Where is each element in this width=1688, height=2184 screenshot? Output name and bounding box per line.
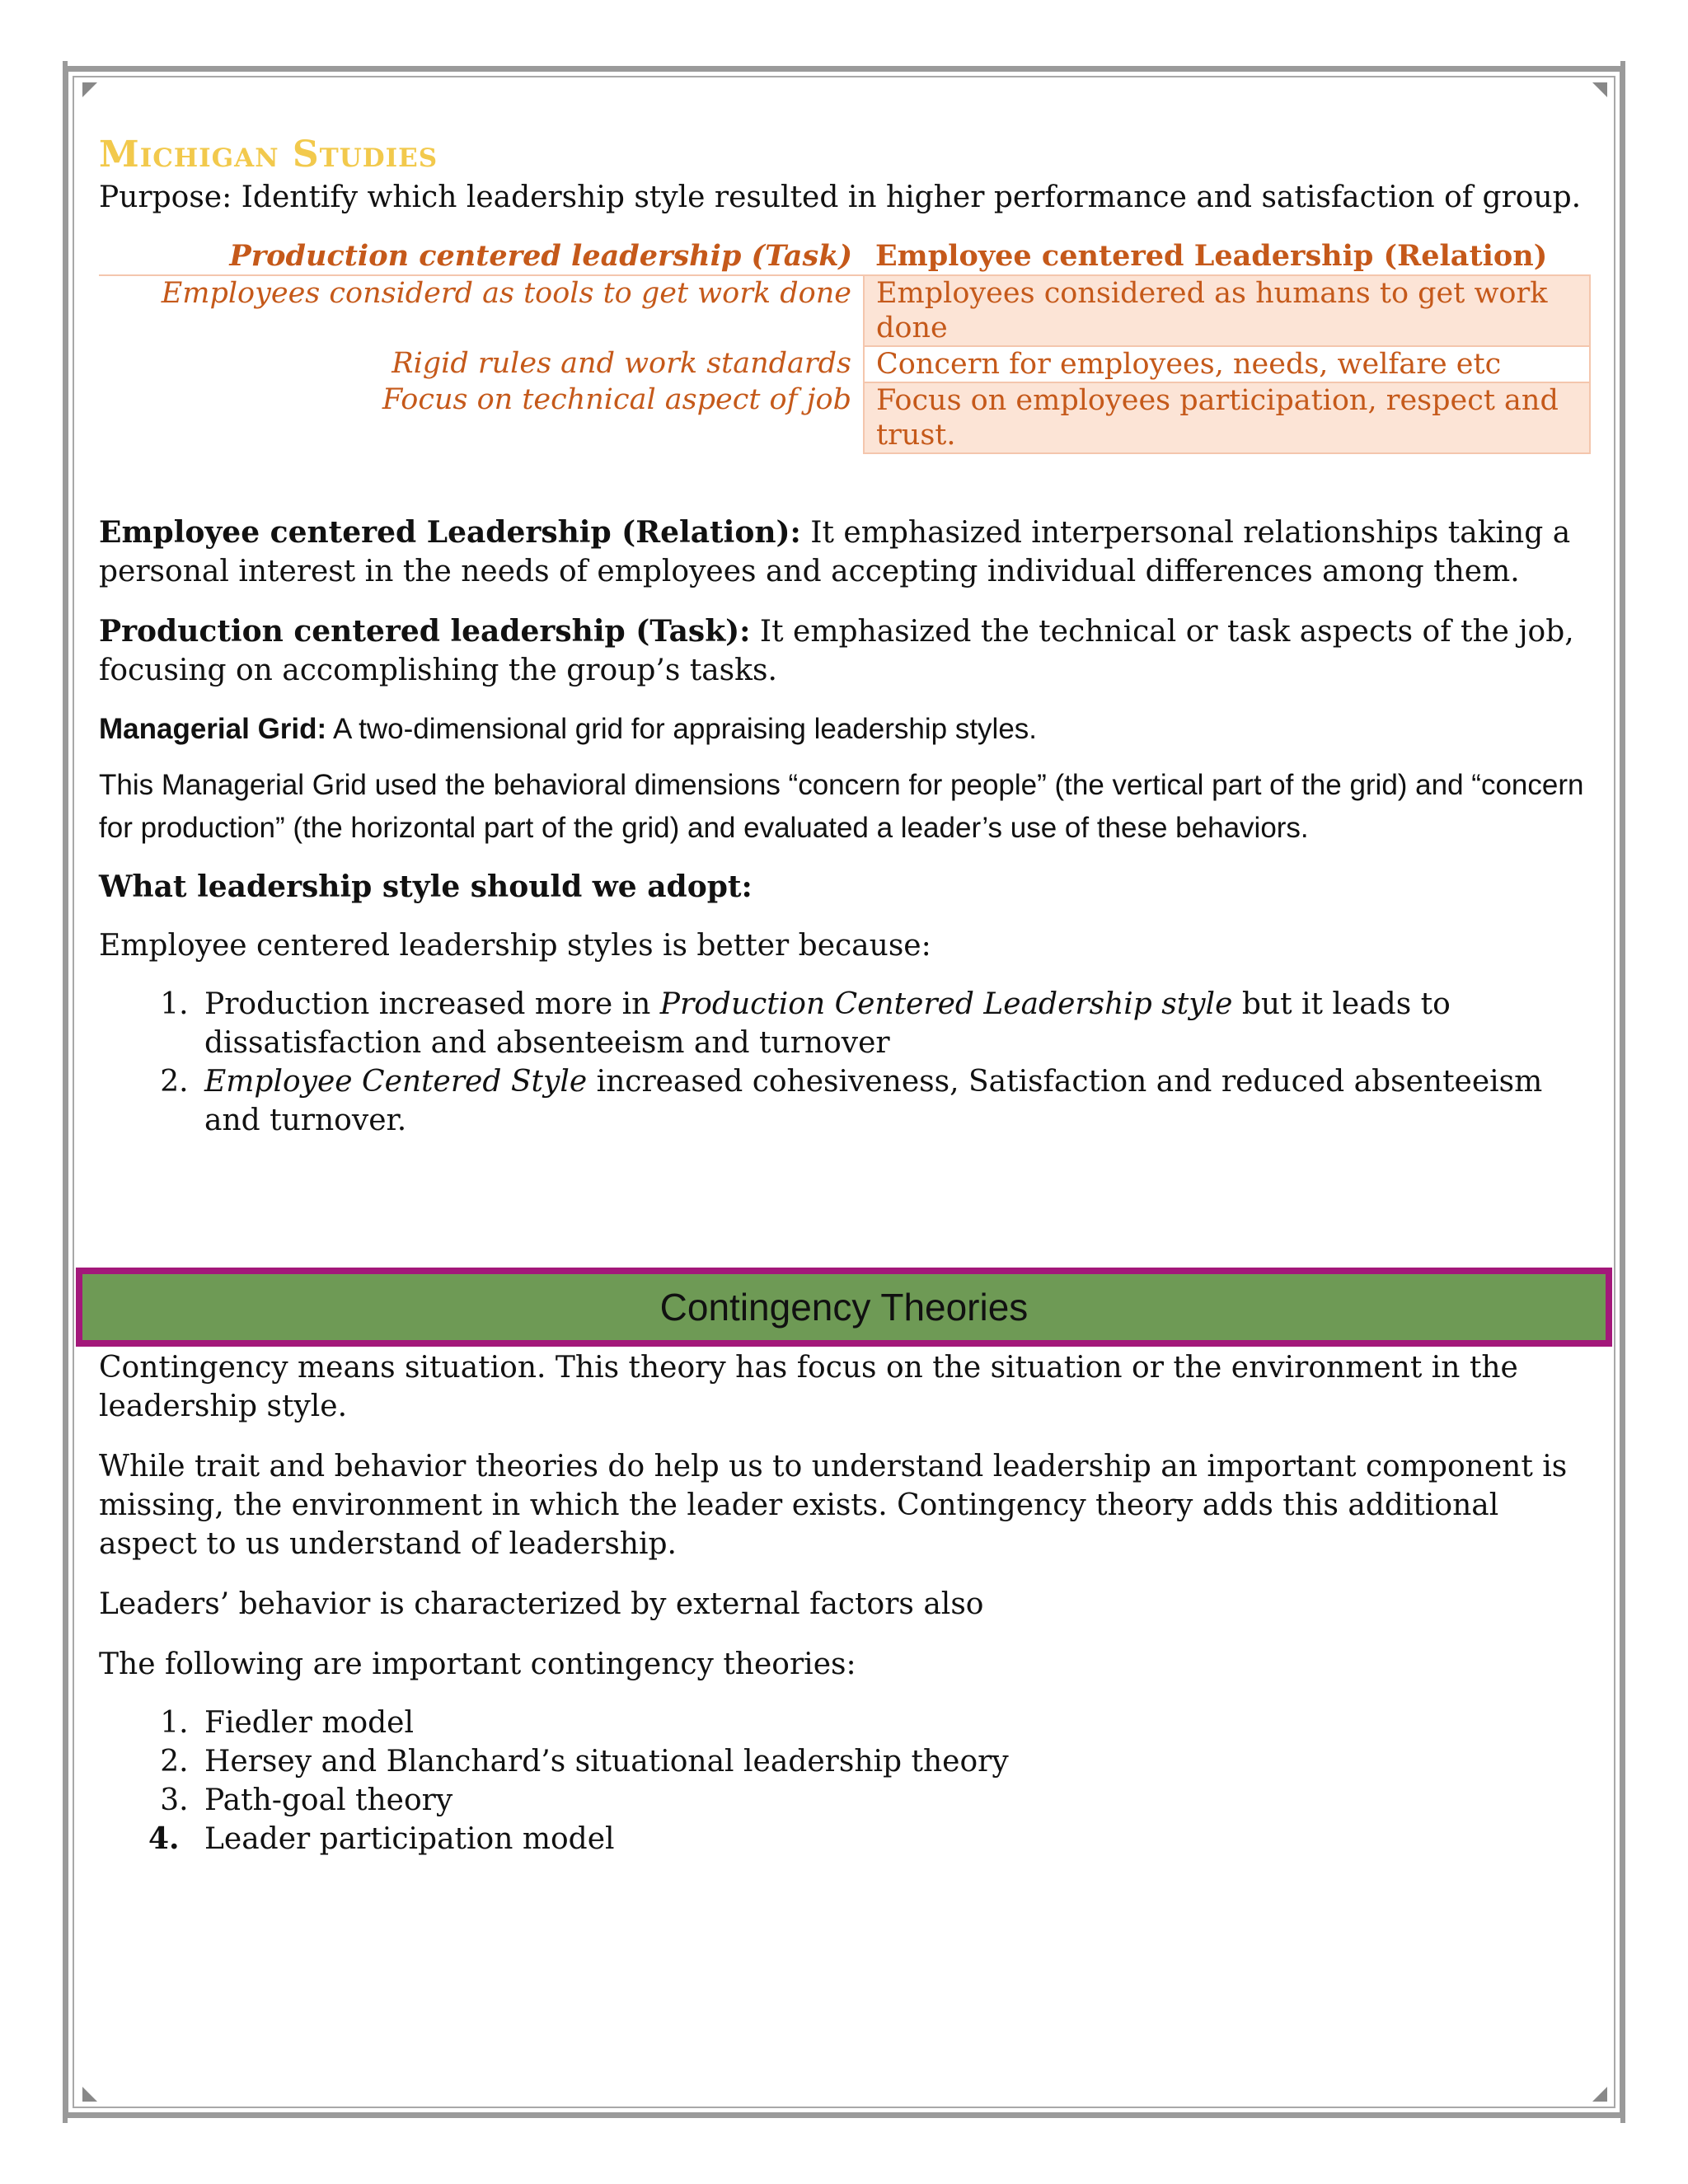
table-row bbox=[99, 275, 1590, 346]
list-item-text: increased cohesiveness, Satisfaction and reduced absenteeism and turnover. bbox=[204, 1065, 1543, 1137]
banner-title: Contingency Theories bbox=[659, 1286, 1029, 1329]
comparison-table bbox=[99, 238, 1591, 454]
definition-label: Employee centered Leadership (Relation): bbox=[99, 515, 801, 550]
list-item: 2. Hersey and Blanchard’s situational leadership theory bbox=[198, 1742, 1591, 1781]
section-heading-michigan: Michigan Studies bbox=[99, 134, 438, 176]
table-cell: Employees considerd as tools to get work done bbox=[161, 277, 851, 310]
list-item-text: Production increased more in bbox=[204, 987, 660, 1021]
main-content bbox=[99, 132, 1591, 1140]
table-header-row bbox=[99, 238, 1590, 275]
table-header-relation: Employee centered Leadership (Relation) bbox=[864, 238, 1590, 275]
table-row bbox=[99, 382, 1590, 453]
frame-tick bbox=[1620, 2108, 1625, 2123]
list-item bbox=[198, 1062, 1591, 1140]
frame-tick bbox=[1620, 61, 1625, 76]
production-centered-definition bbox=[99, 612, 1591, 690]
frame-tick bbox=[63, 81, 68, 89]
employee-centered-definition bbox=[99, 513, 1591, 591]
contingency-p3: Leaders’ behavior is characterized by external factors also bbox=[99, 1587, 984, 1621]
corner-triangle bbox=[82, 82, 97, 97]
corner-triangle bbox=[82, 2087, 97, 2102]
frame-tick bbox=[1620, 81, 1625, 89]
corner-triangle bbox=[1592, 82, 1607, 97]
list-item-italic: Production Centered Leadership style bbox=[659, 987, 1233, 1021]
frame-tick bbox=[63, 61, 68, 76]
contingency-theories-list bbox=[99, 1704, 1591, 1858]
list-item-italic: Employee Centered Style bbox=[204, 1065, 588, 1099]
contingency-p4: The following are important contingency theories: bbox=[99, 1647, 856, 1681]
table-cell: Focus on technical aspect of job bbox=[382, 383, 851, 416]
definition-label: Managerial Grid: bbox=[99, 713, 327, 745]
table-cell: Rigid rules and work standards bbox=[392, 347, 851, 380]
list-number-bold: 4. bbox=[148, 1821, 180, 1856]
list-item: 1. Fiedler model bbox=[198, 1704, 1591, 1742]
managerial-grid-definition bbox=[99, 708, 1591, 751]
definition-text: A two-dimensional grid for appraising leadership styles. bbox=[326, 713, 1038, 745]
list-item: 3. Path-goal theory bbox=[198, 1781, 1591, 1820]
definition-text: It emphasized the technical or task aspects of the job, focusing on accomplishing the group’s tasks. bbox=[99, 615, 1574, 687]
table-cell: Focus on employees participation, respect and trust. bbox=[864, 382, 1590, 453]
frame-tick bbox=[63, 2108, 68, 2123]
definition-label: Production centered leadership (Task): bbox=[99, 614, 751, 649]
table-row bbox=[99, 346, 1590, 382]
contingency-p1: Contingency means situation. This theory has focus on the situation or the environment in the leadership style. bbox=[99, 1351, 1518, 1423]
list-item: 4. Leader participation model bbox=[198, 1820, 1591, 1858]
adopt-reasons-list bbox=[99, 985, 1591, 1140]
managerial-grid-detail: This Managerial Grid used the behavioral dimensions “concern for people” (the vertical part of the grid) and “concern for production” (the horizontal part of the grid) and evaluated a leader’s use of these behaviors. bbox=[99, 769, 1584, 844]
list-item-text: but it leads to dissatisfaction and absenteeism and turnover bbox=[204, 987, 1451, 1060]
adopt-intro: Employee centered leadership styles is better because: bbox=[99, 929, 931, 963]
list-item bbox=[198, 985, 1591, 1062]
table-cell: Employees considered as humans to get work done bbox=[864, 275, 1590, 346]
contingency-p2: While trait and behavior theories do help us to understand leadership an important component is missing, the environment in which the leader exists. Contingency theory adds this additional aspect to us understand of leadership. bbox=[99, 1450, 1568, 1561]
definition-text: It emphasized interpersonal relationships taking a personal interest in the needs of employees and accepting individual differences among them. bbox=[99, 516, 1571, 588]
purpose-text: Purpose: Identify which leadership style resulted in higher performance and satisfaction of group. bbox=[99, 180, 1582, 214]
corner-triangle bbox=[1592, 2087, 1607, 2102]
adopt-heading: What leadership style should we adopt: bbox=[99, 869, 753, 904]
table-cell: Concern for employees, needs, welfare etc bbox=[864, 346, 1590, 382]
contingency-theories-banner bbox=[76, 1268, 1612, 1347]
contingency-content bbox=[99, 1348, 1591, 1858]
table-header-task: Production centered leadership (Task) bbox=[99, 238, 864, 275]
